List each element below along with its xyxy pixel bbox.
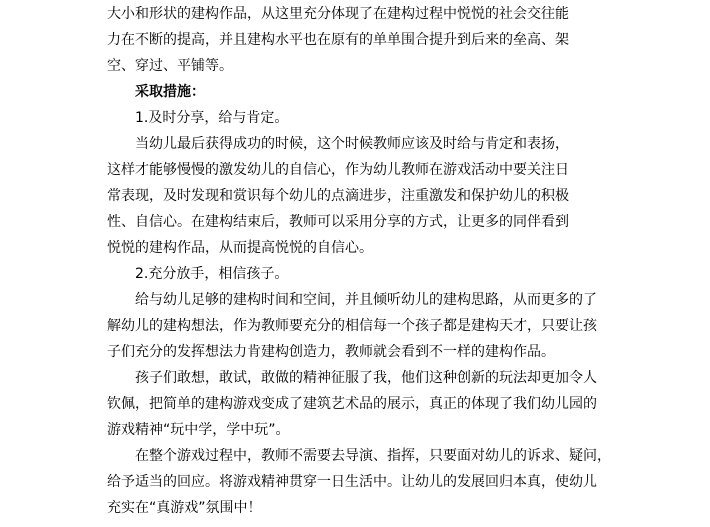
list-item-heading: 1.及时分享，给与肯定。 xyxy=(135,110,289,126)
list-item-heading: 2.充分放手，相信孩子。 xyxy=(135,266,289,282)
paragraph-line: 力在不断的提高，并且建构水平也在原有的单单围合提升到后来的垒高、架 xyxy=(107,32,569,48)
paragraph-line: 大小和形状的建构作品，从这里充分体现了在建构过程中悦悦的社会交往能 xyxy=(107,6,569,22)
paragraph-line: 游戏精神“玩中学，学中玩”。 xyxy=(107,422,290,438)
paragraph-line: 给予适当的回应。将游戏精神贯穿一日生活中。让幼儿的发展回归本真，使幼儿 xyxy=(107,474,597,490)
paragraph-line: 性、自信心。在建构结束后，教师可以采用分享的方式，让更多的同伴看到 xyxy=(107,214,569,230)
paragraph-line: 这样才能够慢慢的激发幼儿的自信心，作为幼儿教师在游戏活动中要关注日 xyxy=(107,162,569,178)
paragraph-line: 悦悦的建构作品，从而提高悦悦的自信心。 xyxy=(107,240,373,256)
section-heading: 采取措施： xyxy=(135,84,205,100)
paragraph-line: 常表现，及时发现和赏识每个幼儿的点滴进步，注重激发和保护幼儿的积极 xyxy=(107,188,569,204)
paragraph-line: 解幼儿的建构想法，作为教师要充分的相信每一个孩子都是建构天才，只要让孩 xyxy=(107,318,597,334)
paragraph-line: 充实在“真游戏”氛围中！ xyxy=(107,500,262,516)
paragraph-line: 空、穿过、平铺等。 xyxy=(107,58,233,74)
paragraph-line: 给与幼儿足够的建构时间和空间，并且倾听幼儿的建构思路，从而更多的了 xyxy=(135,292,597,308)
paragraph-line: 当幼儿最后获得成功的时候，这个时候教师应该及时给与肯定和表扬， xyxy=(135,136,569,152)
paragraph-line: 钦佩，把简单的建构游戏变成了建筑艺术品的展示，真正的体现了我们幼儿园的 xyxy=(107,396,597,412)
paragraph-line: 孩子们敢想，敢试，敢做的精神征服了我，他们这种创新的玩法却更加令人 xyxy=(135,370,597,386)
paragraph-line: 在整个游戏过程中，教师不需要去导演、指挥，只要面对幼儿的诉求、疑问， xyxy=(135,448,611,464)
paragraph-line: 子们充分的发挥想法力肯建构创造力，教师就会看到不一样的建构作品。 xyxy=(107,344,555,360)
